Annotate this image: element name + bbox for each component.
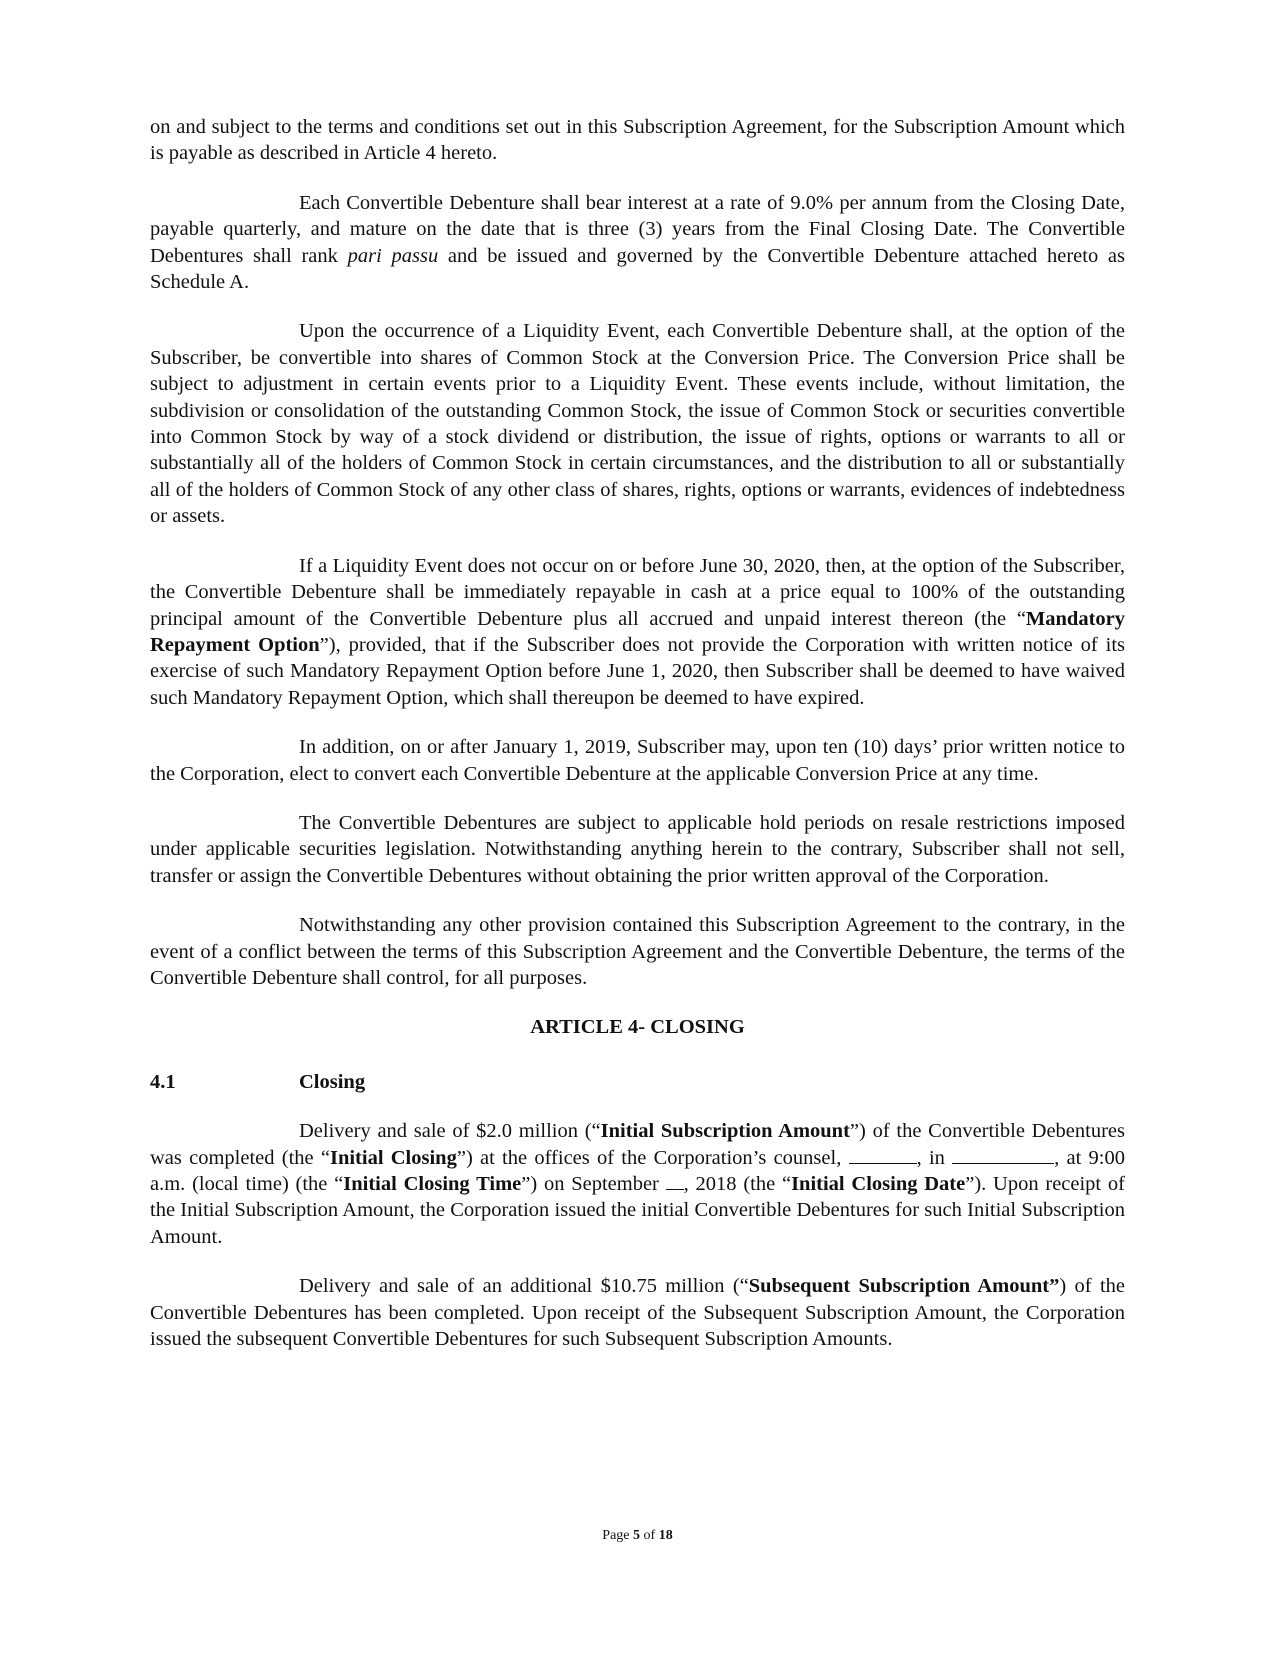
page-number-footer: Page 5 of 18 <box>602 1528 673 1543</box>
section-number: 4.1 <box>150 1070 176 1093</box>
defined-term-initial-subscription-amount: Initial Subscription Amount <box>600 1120 850 1143</box>
paragraph-conflict: Notwithstanding any other provision contained this Subscription Agreement to the contrary, in the event of a conflict between the terms of this Subscription Agreement and the Convertible Debenture, the terms of the Convertible Debenture shall control, for all purposes. <box>150 914 1125 989</box>
blank-location <box>952 1145 1054 1164</box>
section-heading <box>150 1069 1125 1095</box>
pari-passu-term: pari passu <box>347 244 439 267</box>
paragraph-conversion-right: In addition, on or after January 1, 2019, Subscriber may, upon ten (10) days’ prior written notice to the Corporation, elect to convert each Convertible Debenture at the applicable Conversion Price at any time. <box>150 736 1125 785</box>
blank-day <box>666 1171 684 1190</box>
defined-term-mandatory-repayment-option: Mandatory Repayment Option <box>150 607 1125 656</box>
defined-term-subsequent-subscription-amount: Subsequent Subscription Amount” <box>748 1275 1060 1298</box>
paragraph-hold-periods: The Convertible Debentures are subject to applicable hold periods on resale restrictions imposed under applicable securities legislation. Notwithstanding anything herein to the contrary, Subscriber shall not sell, transfer or assign the Convertible Debentures without obtaining the prior written approval of the Corporation. <box>150 811 1125 887</box>
defined-term-initial-closing-date: Initial Closing Date <box>791 1173 966 1195</box>
article-heading: ARTICLE 4- CLOSING <box>530 1016 745 1039</box>
paragraph-subsequent-closing: Delivery and sale of an additional $10.75 million (“Subsequent Subscription Amount”) of the Convertible Debentures has been completed. Upon receipt of the Subsequent Subscription Amount, the Corporation issued the subsequent Convertible Debentures for such Subsequent Subscription Amounts. <box>150 1275 1126 1351</box>
section-title: Closing <box>299 1070 366 1093</box>
paragraph-liquidity-event: Upon the occurrence of a Liquidity Event, each Convertible Debenture shall, at the option of the Subscriber, be convertible into shares of Common Stock at the Conversion Price. The Conversion Price shall be subject to adjustment in certain events prior to a Liquidity Event. These events include, without limitation, the subdivision or consolidation of the outstanding Common Stock, the issue of Common Stock or securities convertible into Common Stock by way of a stock dividend or distribution, the issue of rights, options or warrants to all or substantially all of the holders of Common Stock in certain circumstances, and the distribution to all or substantially all of the holders of Common Stock of any other class of shares, rights, options or warrants, evidences of indebtedness or assets. <box>150 320 1125 528</box>
paragraph-subscription-terms: on and subject to the terms and conditions set out in this Subscription Agreement, for the Subscription Amount which is payable as described in Article 4 hereto. <box>150 116 1125 165</box>
defined-term-initial-closing-time: Initial Closing Time <box>343 1173 522 1195</box>
blank-counsel-name <box>849 1145 917 1164</box>
defined-term-initial-closing: Initial Closing <box>329 1146 457 1169</box>
paragraph-initial-closing: Delivery and sale of $2.0 million (“Initial Subscription Amount”) of the Convertible Debentures was completed (the “Initial Closing”) at the offices of the Corporation’s counsel, , in , at 9:00 a.m. (local time) (the “Initial Closing Time”) on September , 2018 (the “Initial Closing Date”). Upon receipt of the Initial Subscription Amount, the Corporation issued the initial Convertible Debentures for such Initial Subscription Amount. <box>150 1120 1125 1248</box>
paragraph-interest: Each Convertible Debenture shall bear interest at a rate of 9.0% per annum from the Closing Date, payable quarterly, and mature on the date that is three (3) years from the Final Closing Date. The Convertible Debentures shall rank pari passu and be issued and governed by the Convertible Debenture attached hereto as Schedule A. <box>150 191 1125 294</box>
paragraph-mandatory-repayment: If a Liquidity Event does not occur on or before June 30, 2020, then, at the option of the Subscriber, the Convertible Debenture shall be immediately repayable in cash at a price equal to 100% of the outstanding principal amount of the Convertible Debenture plus all accrued and unpaid interest thereon (the “Mandatory Repayment Option”), provided, that if the Subscriber does not provide the Corporation with written notice of its exercise of such Mandatory Repayment Option before June 1, 2020, then Subscriber shall be deemed to have waived such Mandatory Repayment Option, which shall thereupon be deemed to have expired. <box>150 554 1125 709</box>
page-body <box>150 114 1125 1375</box>
